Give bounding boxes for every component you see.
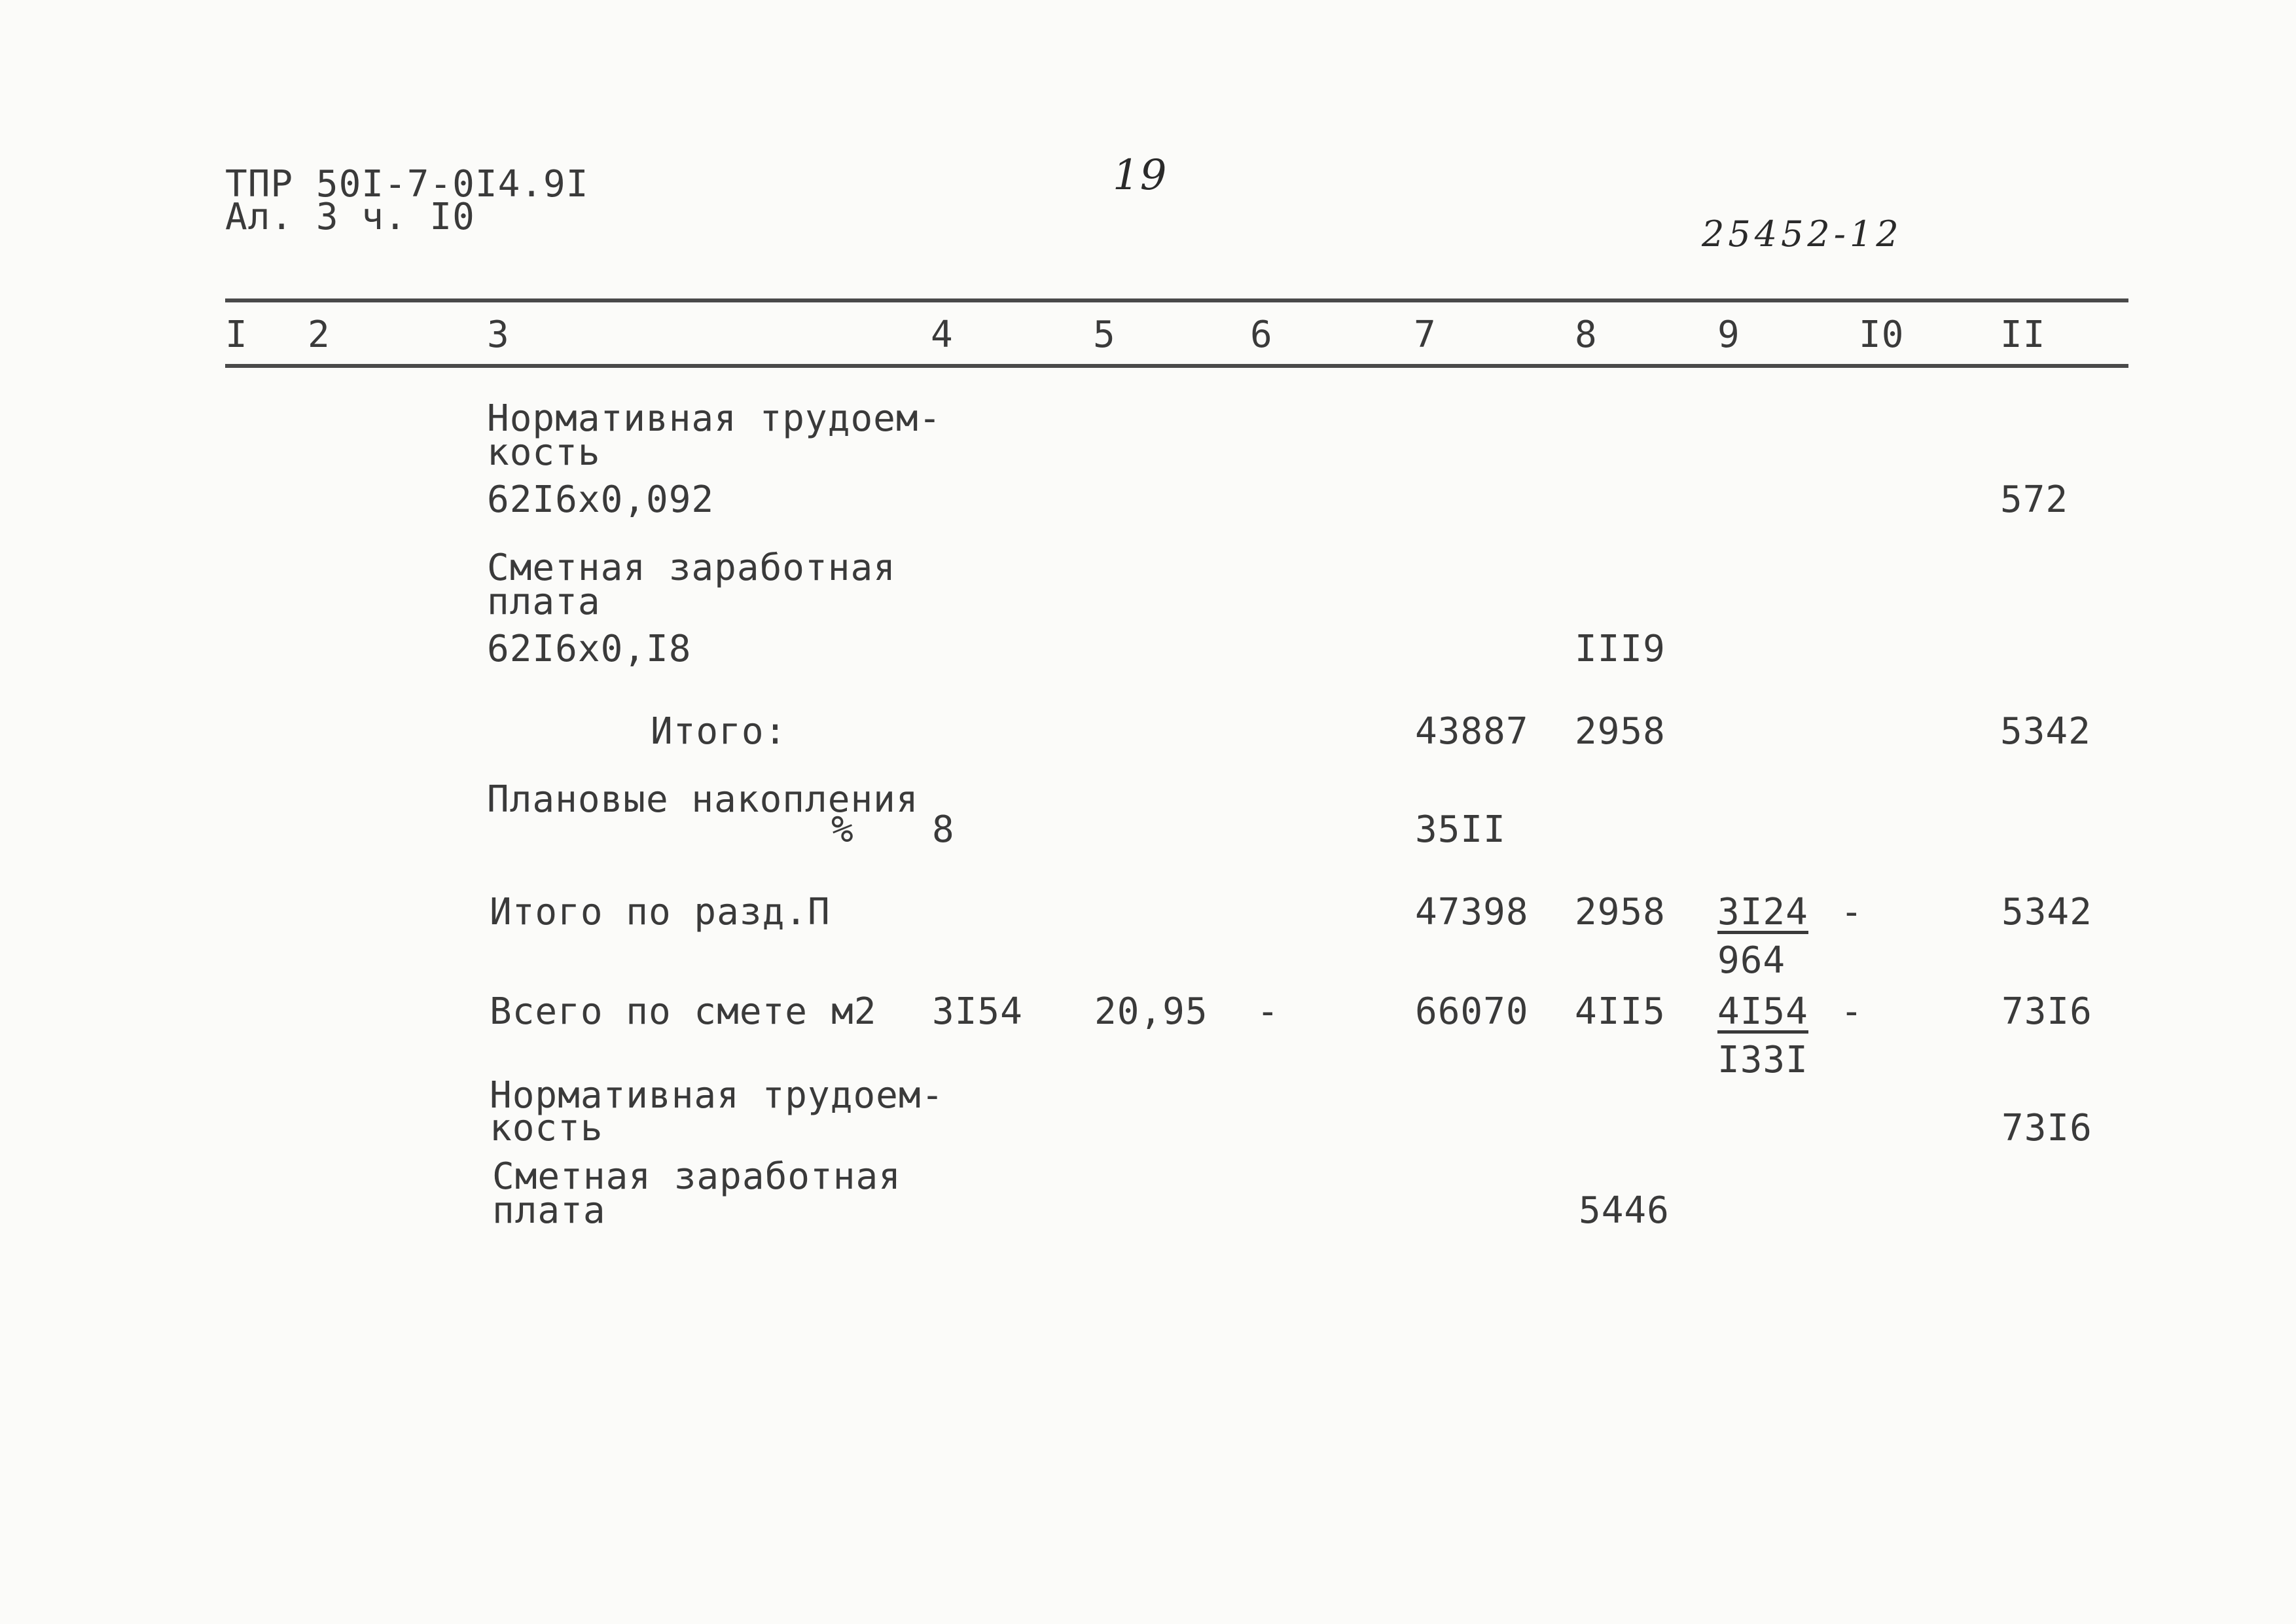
row-label: Сметная заработная [487,547,896,589]
row-label: плата [492,1189,606,1232]
cell-col7: 43887 [1415,710,1529,753]
row-label: Нормативная трудоем- [487,397,942,440]
cell-col11: 5342 [2001,891,2092,933]
column-header: 9 [1717,314,1740,356]
cell-col5: 20,95 [1094,990,1208,1033]
cell-col11: 572 [2000,478,2069,521]
row-label: кость [487,431,601,474]
column-header: 5 [1093,314,1116,356]
row-unit: м2 [831,990,877,1033]
table-top-rule [225,298,2128,302]
album-part: Ал. 3 ч. I0 [225,196,475,238]
column-header: 6 [1250,314,1273,356]
column-header: 4 [931,314,954,356]
row-label: Всего по смете [490,990,808,1033]
document-code: ТПР 50I-7-0I4.9I [225,163,589,206]
cell-col8: 2958 [1575,891,1666,933]
table-header-rule [225,364,2128,368]
cell-col11: 5342 [2000,710,2091,753]
cell-col10: - [1840,891,1863,933]
row-label: Плановые накопления [487,778,919,821]
cell-col8: III9 [1575,628,1666,670]
row-label: Итого: [651,710,787,753]
row-label: Итого по разд.П [490,891,831,933]
row-label: плата [487,581,601,623]
page-number: 19 [1113,151,1168,200]
row-formula: 62I6x0,I8 [487,628,692,670]
column-header: 7 [1414,314,1437,356]
row-formula: 62I6x0,092 [487,478,715,521]
cell-col7: 47398 [1415,891,1529,933]
cell-col7: 66070 [1415,990,1529,1033]
cell-col11: 73I6 [2001,990,2092,1033]
column-header: 2 [308,314,331,356]
cell-col9-top: 4I54 [1717,990,1808,1033]
cell-col9-bottom: I33I [1717,1039,1808,1081]
row-label: Нормативная трудоем- [490,1074,944,1117]
cell-col10: - [1840,990,1863,1033]
cell-col9-bottom: 964 [1717,939,1786,982]
cell-col8: 5446 [1579,1189,1670,1232]
row-label: кость [490,1107,603,1149]
cell-col8: 2958 [1575,710,1666,753]
column-header: II [2000,314,2046,356]
column-header: 8 [1575,314,1598,356]
cell-col11: 73I6 [2001,1107,2092,1149]
cell-col8: 4II5 [1575,990,1666,1033]
column-header: I0 [1859,314,1905,356]
row-label: Сметная заработная [492,1155,901,1198]
cell-col6: - [1257,990,1280,1033]
cell-col7: 35II [1415,808,1506,851]
column-header: 3 [487,314,510,356]
cell-col9-top: 3I24 [1717,891,1808,933]
column-header: I [225,314,248,356]
cell-col4: 3I54 [932,990,1023,1033]
archive-number: 25452-12 [1702,213,1903,255]
row-unit: % [831,808,854,851]
cell-col4: 8 [932,808,955,851]
